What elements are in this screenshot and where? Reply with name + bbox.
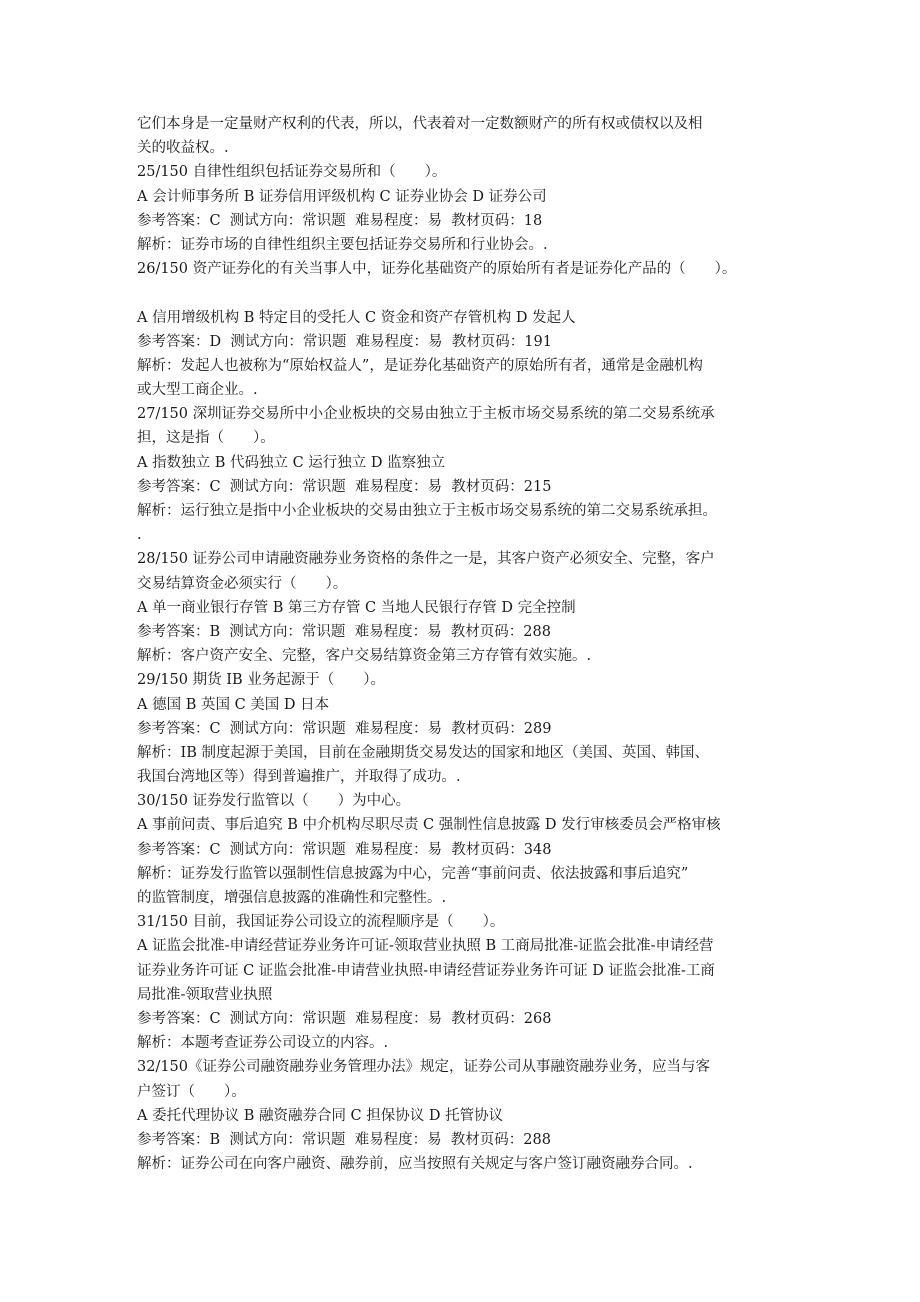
question-28-cont: 交易结算资金必须实行（ ）。 bbox=[137, 575, 348, 592]
options-30: A 事前问责、事后追究 B 中介机构尽职尽责 C 强制性信息披露 D 发行审核委员会严格审核 bbox=[137, 817, 721, 834]
text-line: 关的收益权。. bbox=[137, 140, 229, 157]
question-25: 25/150 自律性组织包括证券交易所和（ ）。 bbox=[137, 164, 447, 181]
analysis-27: 解析：运行独立是指中小企业板块的交易由独立于主板市场交易系统的第二交易系统承担。 bbox=[137, 503, 717, 519]
answer-32: 参考答案：B 测试方向：常识题 难易程度：易 教材页码：288 bbox=[137, 1131, 551, 1148]
text-line: 它们本身是一定量财产权利的代表，所以，代表着对一定数额财产的所有权或债权以及相 bbox=[137, 116, 703, 132]
analysis-30-cont: 的监管制度，增强信息披露的准确性和完整性。. bbox=[137, 890, 447, 906]
answer-25: 参考答案：C 测试方向：常识题 难易程度：易 教材页码：18 bbox=[137, 212, 543, 229]
blank-line bbox=[137, 281, 797, 305]
options-28: A 单一商业银行存管 B 第三方存管 C 当地人民银行存管 D 完全控制 bbox=[137, 599, 576, 616]
analysis-29-cont: 我国台湾地区等）得到普遍推广，并取得了成功。. bbox=[137, 769, 461, 786]
answer-26: 参考答案：D 测试方向：常识题 难易程度：易 教材页码：191 bbox=[137, 333, 552, 350]
options-31-cont: 局批准-领取营业执照 bbox=[137, 986, 273, 1003]
options-27: A 指数独立 B 代码独立 C 运行独立 D 监察独立 bbox=[137, 454, 446, 471]
options-31-cont: 证券业务许可证 C 证监会批准-申请营业执照-申请经营证券业务许可证 D 证监会批准-工商 bbox=[137, 962, 715, 979]
analysis-26-cont: 或大型工商企业。. bbox=[137, 382, 258, 399]
question-30: 30/150 证券发行监管以（ ）为中心。 bbox=[137, 793, 411, 810]
analysis-25: 解析：证券市场的自律性组织主要包括证券交易所和行业协会。. bbox=[137, 236, 548, 253]
analysis-26: 解析：发起人也被称为“原始权益人”，是证券化基础资产的原始所有者，通常是金融机构 bbox=[137, 357, 703, 374]
answer-31: 参考答案：C 测试方向：常识题 难易程度：易 教材页码：268 bbox=[137, 1010, 552, 1027]
options-25: A 会计师事务所 B 证券信用评级机构 C 证券业协会 D 证券公司 bbox=[137, 188, 547, 205]
analysis-32: 解析：证券公司在向客户融资、融券前，应当按照有关规定与客户签订融资融券合同。. bbox=[137, 1156, 693, 1173]
analysis-30: 解析：证券发行监管以强制性信息披露为中心，完善“事前问责、依法披露和事后追究” bbox=[137, 865, 689, 882]
answer-28: 参考答案：B 测试方向：常识题 难易程度：易 教材页码：288 bbox=[137, 623, 551, 640]
options-31: A 证监会批准-申请经营证券业务许可证-领取营业执照 B 工商局批准-证监会批准-申请经营 bbox=[137, 938, 714, 955]
options-26: A 信用增级机构 B 特定目的受托人 C 资金和资产存管机构 D 发起人 bbox=[137, 309, 576, 326]
question-27: 27/150 深圳证券交易所中小企业板块的交易由独立于主板市场交易系统的第二交易系统承 bbox=[137, 406, 715, 423]
question-32: 32/150《证券公司融资融券业务管理办法》规定，证券公司从事融资融券业务，应当与客 bbox=[137, 1059, 711, 1076]
analysis-29: 解析：IB 制度起源于美国，目前在金融期货交易发达的国家和地区（美国、英国、韩国、 bbox=[137, 744, 709, 761]
question-26: 26/150 资产证券化的有关当事人中，证券化基础资产的原始所有者是证券化产品的（ ）。 bbox=[137, 261, 737, 278]
answer-30: 参考答案：C 测试方向：常识题 难易程度：易 教材页码：348 bbox=[137, 841, 552, 858]
question-28: 28/150 证券公司申请融资融券业务资格的条件之一是，其客户资产必须安全、完整，客户 bbox=[137, 551, 715, 568]
analysis-28: 解析：客户资产安全、完整，客户交易结算资金第三方存管有效实施。. bbox=[137, 648, 592, 665]
options-29: A 德国 B 英国 C 美国 D 日本 bbox=[137, 696, 330, 713]
analysis-27-cont: . bbox=[137, 527, 142, 544]
answer-27: 参考答案：C 测试方向：常识题 难易程度：易 教材页码：215 bbox=[137, 478, 552, 495]
question-27-cont: 担，这是指（ ）。 bbox=[137, 430, 275, 447]
question-31: 31/150 目前，我国证券公司设立的流程顺序是（ ）。 bbox=[137, 914, 505, 931]
answer-29: 参考答案：C 测试方向：常识题 难易程度：易 教材页码：289 bbox=[137, 720, 552, 737]
analysis-31: 解析：本题考查证券公司设立的内容。. bbox=[137, 1035, 389, 1052]
question-29: 29/150 期货 IB 业务起源于（ ）。 bbox=[137, 672, 385, 689]
document-page bbox=[137, 112, 797, 1176]
options-32: A 委托代理协议 B 融资融券合同 C 担保协议 D 托管协议 bbox=[137, 1107, 504, 1124]
question-32-cont: 户签订（ ）。 bbox=[137, 1083, 246, 1100]
